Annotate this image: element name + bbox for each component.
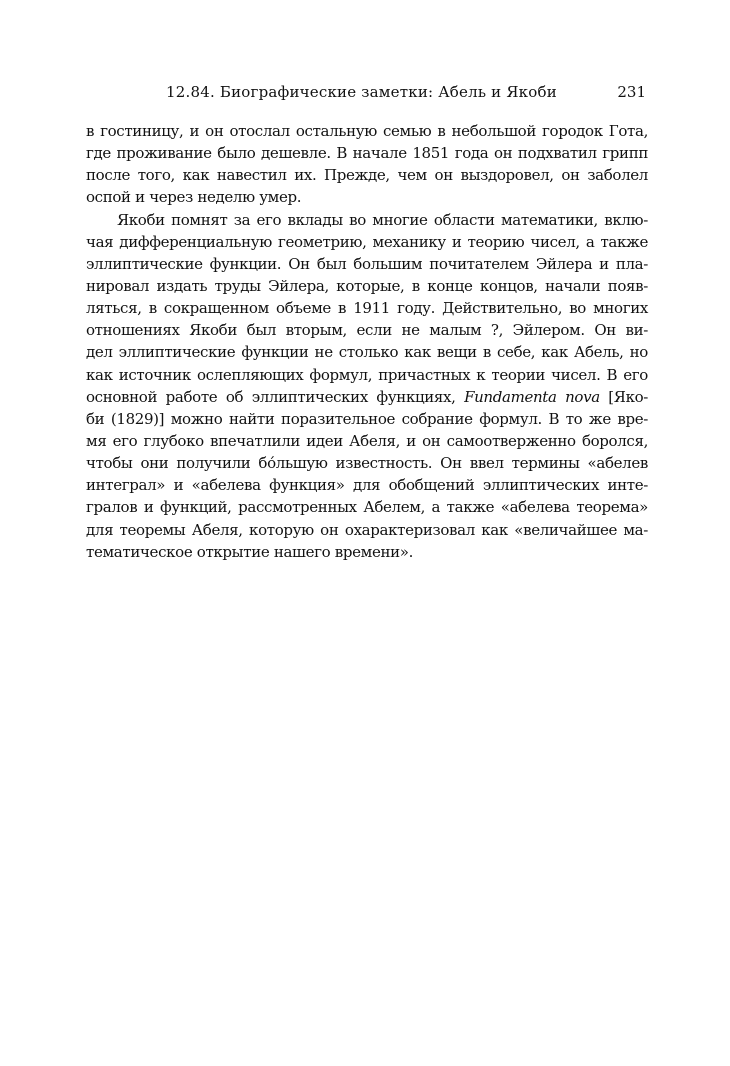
- text-line: Якоби помнят за его вклады во многие области математики, вклю-: [117, 210, 648, 229]
- text-line: эллиптические функции. Он был большим почитателем Эйлера и пла-: [86, 254, 648, 273]
- paragraph-2: [86, 209, 648, 563]
- text-line: дел эллиптические функции не столько как вещи в себе, как Абель, но: [86, 343, 648, 362]
- page-number: 231: [617, 83, 646, 101]
- text-line: ляться, в сокращенном объеме в 1911 году. Действительно, во многих: [86, 299, 648, 318]
- italic-work-title: Fundamenta nova: [464, 387, 600, 406]
- text-fragment: [Яко-: [599, 387, 648, 406]
- text-line: в гостиницу, и он отослал остальную семью в небольшой городок Гота,: [86, 122, 648, 140]
- text-line: чая дифференциальную геометрию, механику и теорию чисел, а также: [86, 232, 648, 251]
- text-line: отношениях Якоби был вторым, если не малым ?, Эйлером. Он ви-: [86, 321, 648, 340]
- text-line: как источник ослепляющих формул, причастных к теории чисел. В его: [86, 365, 648, 384]
- text-line: нировал издать труды Эйлера, которые, в конце концов, начали появ-: [86, 276, 648, 295]
- text-line: би (1829)] можно найти поразительное собрание формул. В то же вре-: [86, 409, 648, 428]
- text-line: оспой и через неделю умер.: [86, 188, 302, 207]
- text-line: чтобы они получили бо́льшую известность. Он ввел термины «абелев: [86, 454, 648, 473]
- text-line: где проживание было дешевле. В начале 1851 года он подхватил грипп: [86, 144, 648, 163]
- text-line: гралов и функций, рассмотренных Абелем, а также «абелева теорема»: [86, 498, 648, 517]
- paragraph-1: [86, 120, 648, 209]
- running-header: [86, 80, 646, 104]
- text-line: для теоремы Абеля, которую он охарактеризовал как «величайшее ма-: [86, 520, 648, 539]
- body-text: [86, 120, 648, 563]
- text-line-with-italic-title: [86, 386, 648, 408]
- text-line: тематическое открытие нашего времени».: [86, 542, 414, 561]
- text-line: интеграл» и «абелева функция» для обобщений эллиптических инте-: [86, 476, 648, 495]
- text-line: мя его глубоко впечатлили идеи Абеля, и он самоотверженно боролся,: [86, 431, 648, 450]
- text-line: после того, как навестил их. Прежде, чем он выздоровел, он заболел: [86, 166, 648, 185]
- section-title: 12.84. Биографические заметки: Абель и Якоби: [166, 83, 557, 101]
- text-fragment: основной работе об эллиптических функциях,: [86, 387, 465, 406]
